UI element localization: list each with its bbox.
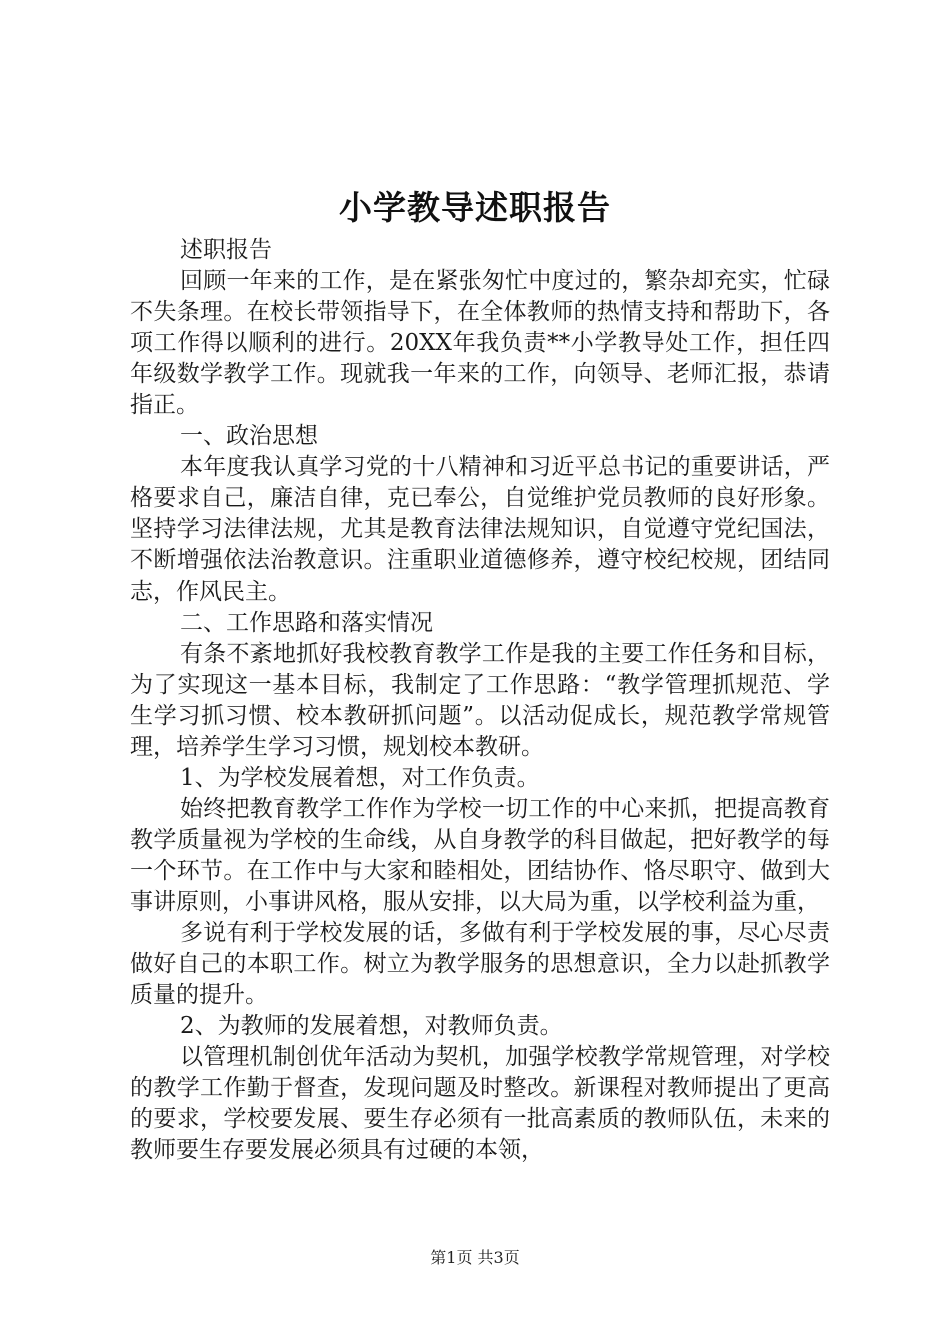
paragraph-work-ideas: 有条不紊地抓好我校教育教学工作是我的主要工作任务和目标，为了实现这一基本目标，我制定了工作思路：“教学管理抓规范、学生学习抓习惯、校本教研抓问题”。以活动促成长，规范教学常规管理，培养学生学习习惯，规划校本教研。 [130,640,830,760]
page-number: 第1页 共3页 [430,1248,520,1267]
subheading-teacher-development: 2、为教师的发展着想，对教师负责。 [180,1013,563,1040]
section-heading-work: 二、工作思路和落实情况 [180,609,433,636]
document-title: 小学教导述职报告 [339,188,611,227]
section-heading-politics: 一、政治思想 [180,423,318,450]
paragraph-heading-report: 述职报告 [180,237,272,263]
paragraph-intro: 回顾一年来的工作，是在紧张匆忙中度过的，繁杂却充实，忙碌不失条理。在校长带领指导下，在全体教师的热情支持和帮助下，各项工作得以顺利的进行。20XX年我负责**小学教导处工作，担任四年级数学教学工作。现就我一年来的工作，向领导、老师汇报，恭请指正。 [130,268,830,419]
subheading-school-development: 1、为学校发展着想，对工作负责。 [180,764,540,791]
paragraph-school-development-cont: 多说有利于学校发展的话，多做有利于学校发展的事，尽心尽责做好自己的本职工作。树立为教学服务的思想意识，全力以赴抓教学质量的提升。 [130,920,830,1009]
document-body [130,235,830,1166]
paragraph-politics: 本年度我认真学习党的十八精神和习近平总书记的重要讲话，严格要求自己，廉洁自律，克已奉公，自觉维护党员教师的良好形象。坚持学习法律法规，尤其是教育法律法规知识，自觉遵守党纪国法，不断增强依法治教意识。注重职业道德修养，遵守校纪校规，团结同志，作风民主。 [130,454,830,605]
paragraph-teacher-development: 以管理机制创优年活动为契机，加强学校教学常规管理，对学校的教学工作勤于督查，发现问题及时整改。新课程对教师提出了更高的要求，学校要发展、要生存必须有一批高素质的教师队伍，未来的教师要生存要发展必须具有过硬的本领， [130,1044,830,1164]
paragraph-school-development: 始终把教育教学工作作为学校一切工作的中心来抓，把提高教育教学质量视为学校的生命线，从自身教学的科目做起，把好教学的每一个环节。在工作中与大家和睦相处，团结协作、恪尽职守、做到大事讲原则，小事讲风格，服从安排，以大局为重，以学校利益为重， [130,795,830,915]
